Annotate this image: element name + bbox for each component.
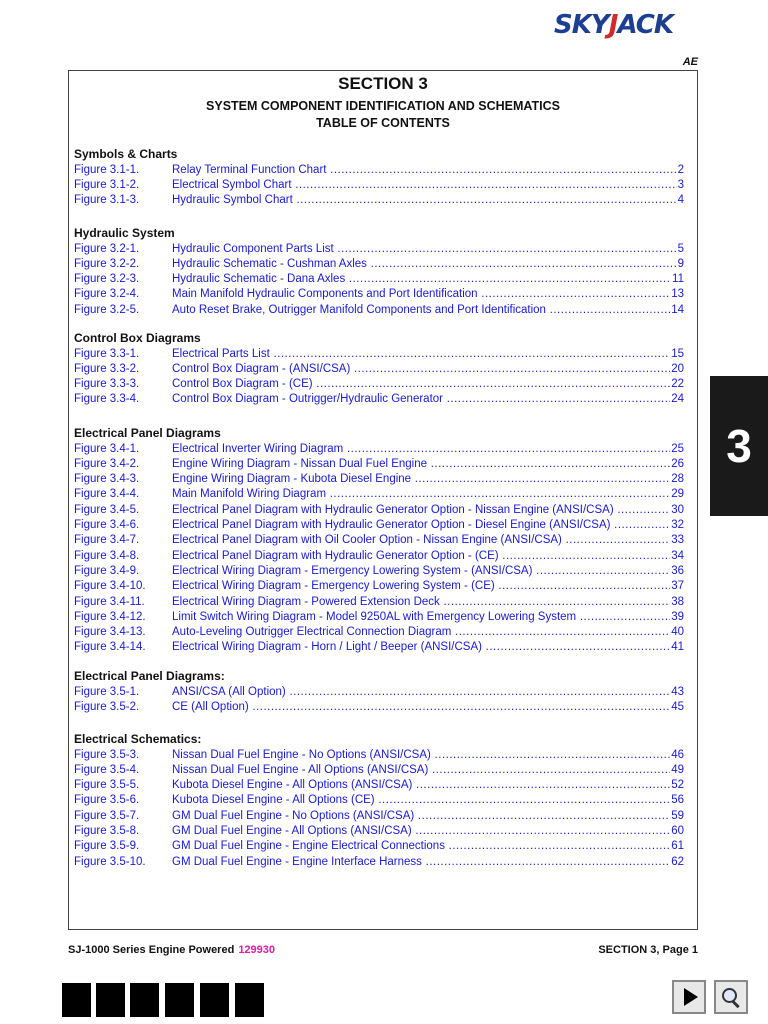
magnifier-icon bbox=[722, 988, 740, 1006]
page-number: 24 bbox=[671, 393, 684, 406]
toc-entry[interactable] bbox=[74, 243, 684, 258]
page-number: 40 bbox=[671, 626, 684, 639]
page-number: 61 bbox=[671, 840, 684, 853]
entry-title: Electrical Wiring Diagram - Horn / Light / Beeper (ANSI/CSA) ..... bbox=[172, 641, 684, 653]
figure-number: Figure 3.4-12. bbox=[74, 610, 146, 623]
page-number: 36 bbox=[671, 564, 684, 577]
entry-title: Kubota Diesel Engine - All Options (CE) ..... bbox=[172, 794, 684, 806]
skyjack-logo: SKYJACK bbox=[554, 10, 673, 40]
entry-title: Electrical Inverter Wiring Diagram ..... bbox=[172, 443, 684, 455]
figure-number: Figure 3.5-7. bbox=[74, 809, 140, 822]
page-number: 4 bbox=[677, 194, 684, 207]
figure-number: Figure 3.5-10. bbox=[74, 855, 146, 868]
page-number: 41 bbox=[671, 641, 684, 654]
entry-title: CE (All Option) ..... bbox=[172, 701, 684, 713]
figure-number: Figure 3.5-6. bbox=[74, 794, 140, 807]
toc-entry[interactable] bbox=[74, 686, 684, 701]
figure-number: Figure 3.4-6. bbox=[74, 519, 140, 531]
entry-title: Engine Wiring Diagram - Kubota Diesel Engine ..... bbox=[172, 473, 684, 485]
entry-title: Auto-Leveling Outrigger Electrical Connection Diagram ..... bbox=[172, 626, 684, 638]
entry-title: Electrical Wiring Diagram - Emergency Lowering System - (ANSI/CSA) ..... bbox=[172, 565, 684, 577]
figure-number: Figure 3.5-5. bbox=[74, 779, 140, 792]
page-number: 34 bbox=[671, 549, 684, 562]
page-number: 39 bbox=[671, 610, 684, 623]
toc-group-heading: Electrical Panel Diagrams bbox=[74, 426, 221, 440]
entry-title: Hydraulic Symbol Chart ..... bbox=[172, 194, 684, 206]
next-button[interactable] bbox=[672, 980, 706, 1014]
toc-entry[interactable] bbox=[74, 458, 684, 473]
toc-entry[interactable] bbox=[74, 701, 684, 716]
figure-number: Figure 3.4-2. bbox=[74, 457, 140, 470]
entry-title: Hydraulic Schematic - Cushman Axles ..... bbox=[172, 258, 684, 270]
toc-entry[interactable] bbox=[74, 258, 684, 273]
entry-title: Nissan Dual Fuel Engine - No Options (ANSI/CSA) ..... bbox=[172, 749, 684, 761]
entry-title: Electrical Parts List ..... bbox=[172, 348, 684, 360]
toc-entry[interactable] bbox=[74, 810, 684, 825]
entry-title: Limit Switch Wiring Diagram - Model 9250AL with Emergency Lowering System ..... bbox=[172, 611, 684, 623]
toc-entry[interactable] bbox=[74, 550, 684, 565]
entry-title: GM Dual Fuel Engine - Engine Electrical Connections ..... bbox=[172, 840, 684, 852]
figure-number: Figure 3.5-4. bbox=[74, 763, 140, 776]
toc-entry[interactable] bbox=[74, 473, 684, 488]
page-number: 32 bbox=[671, 519, 684, 531]
page-number: 62 bbox=[671, 855, 684, 868]
page-number: 13 bbox=[671, 288, 684, 301]
figure-number: Figure 3.4-9. bbox=[74, 564, 140, 577]
toc-entry[interactable] bbox=[74, 794, 684, 809]
entry-title: Control Box Diagram - Outrigger/Hydraulic Generator ..... bbox=[172, 393, 684, 405]
nav-block[interactable] bbox=[130, 983, 159, 1017]
footer-series: SJ-1000 Series Engine Powered 129930 bbox=[68, 944, 276, 956]
page-number: 46 bbox=[671, 748, 684, 761]
figure-number: Figure 3.4-7. bbox=[74, 534, 140, 547]
search-button[interactable] bbox=[714, 980, 748, 1014]
page-number: 5 bbox=[677, 242, 684, 255]
toc-entry[interactable] bbox=[74, 443, 684, 458]
toc-entry[interactable] bbox=[74, 363, 684, 378]
entry-title: Electrical Symbol Chart ..... bbox=[172, 179, 684, 191]
figure-number: Figure 3.3-4. bbox=[74, 393, 140, 406]
figure-number: Figure 3.4-13. bbox=[74, 626, 146, 639]
toc-entry[interactable] bbox=[74, 779, 684, 794]
toc-entry[interactable] bbox=[74, 611, 684, 626]
toc-entry[interactable] bbox=[74, 304, 684, 319]
section-tab: 3 bbox=[710, 376, 768, 516]
nav-block[interactable] bbox=[62, 983, 91, 1017]
figure-number: Figure 3.4-8. bbox=[74, 549, 140, 562]
page-number: 25 bbox=[671, 442, 684, 455]
toc-entry[interactable] bbox=[74, 580, 684, 595]
entry-title: Electrical Panel Diagram with Oil Cooler Option - Nissan Engine (ANSI/CSA) ..... bbox=[172, 534, 684, 546]
entry-title: Engine Wiring Diagram - Nissan Dual Fuel Engine ..... bbox=[172, 458, 684, 470]
toc-entry[interactable] bbox=[74, 288, 684, 303]
nav-block[interactable] bbox=[200, 983, 229, 1017]
toc-group-heading: Hydraulic System bbox=[74, 226, 175, 240]
figure-number: Figure 3.5-2. bbox=[74, 700, 140, 713]
figure-number: Figure 3.2-4. bbox=[74, 288, 140, 301]
entry-title: Electrical Panel Diagram with Hydraulic Generator Option - Nissan Engine (ANSI/CSA) ..... bbox=[172, 504, 684, 516]
entry-title: Hydraulic Schematic - Dana Axles ..... bbox=[172, 273, 684, 285]
entry-title: Kubota Diesel Engine - All Options (ANSI/CSA) ..... bbox=[172, 779, 684, 791]
page-number: 22 bbox=[671, 378, 684, 391]
toc-entry[interactable] bbox=[74, 596, 684, 611]
subtitle-toc: TABLE OF CONTENTS bbox=[316, 116, 450, 130]
corner-code: AE bbox=[682, 56, 698, 68]
entry-title: GM Dual Fuel Engine - No Options (ANSI/CSA) ..... bbox=[172, 810, 684, 822]
page-number: 20 bbox=[671, 362, 684, 375]
figure-number: Figure 3.4-14. bbox=[74, 641, 146, 654]
page-number: 52 bbox=[671, 779, 684, 792]
figure-number: Figure 3.4-4. bbox=[74, 488, 140, 501]
figure-number: Figure 3.3-1. bbox=[74, 347, 140, 360]
toc-entry[interactable] bbox=[74, 488, 684, 503]
page-number: 56 bbox=[671, 794, 684, 807]
toc-frame bbox=[68, 70, 698, 930]
entry-title: Control Box Diagram - (ANSI/CSA) ..... bbox=[172, 363, 684, 375]
entry-title: Main Manifold Wiring Diagram ..... bbox=[172, 488, 684, 500]
toc-entry[interactable] bbox=[74, 856, 684, 871]
figure-number: Figure 3.4-3. bbox=[74, 473, 140, 486]
entry-title: Relay Terminal Function Chart ..... bbox=[172, 164, 684, 176]
figure-number: Figure 3.5-3. bbox=[74, 748, 140, 761]
toc-entry[interactable] bbox=[74, 641, 684, 656]
figure-number: Figure 3.5-8. bbox=[74, 825, 140, 837]
page-number: 60 bbox=[671, 825, 684, 837]
toc-entry[interactable] bbox=[74, 825, 684, 840]
entry-title: Electrical Wiring Diagram - Powered Extension Deck ..... bbox=[172, 596, 684, 608]
footer-code: 129930 bbox=[238, 944, 276, 956]
page-number: 14 bbox=[671, 303, 684, 316]
figure-number: Figure 3.3-2. bbox=[74, 362, 140, 375]
toc-entry[interactable] bbox=[74, 179, 684, 194]
figure-number: Figure 3.2-2. bbox=[74, 257, 140, 270]
figure-number: Figure 3.4-10. bbox=[74, 580, 146, 593]
page-number: 49 bbox=[671, 763, 684, 776]
subtitle-system: SYSTEM COMPONENT IDENTIFICATION AND SCHEMATICS bbox=[206, 99, 560, 113]
toc-entry[interactable] bbox=[74, 273, 684, 288]
toc-entry[interactable] bbox=[74, 348, 684, 363]
page-number: 3 bbox=[677, 178, 684, 191]
entry-title: Hydraulic Component Parts List ..... bbox=[172, 243, 684, 255]
page-number: 2 bbox=[677, 163, 684, 176]
entry-title: Electrical Panel Diagram with Hydraulic Generator Option - Diesel Engine (ANSI/CSA) ..... bbox=[172, 519, 684, 531]
nav-block[interactable] bbox=[165, 983, 194, 1017]
entry-title: Electrical Panel Diagram with Hydraulic Generator Option - (CE) ..... bbox=[172, 550, 684, 562]
play-icon bbox=[684, 988, 698, 1006]
footer-page: SECTION 3, Page 1 bbox=[598, 944, 698, 956]
page-number: 28 bbox=[671, 473, 684, 486]
toc-entry[interactable] bbox=[74, 565, 684, 580]
toc-entry[interactable] bbox=[74, 519, 684, 534]
page-number: 9 bbox=[677, 257, 684, 270]
figure-number: Figure 3.4-5. bbox=[74, 503, 140, 516]
page-number: 30 bbox=[671, 503, 684, 516]
page-number: 45 bbox=[671, 700, 684, 713]
toc-entry[interactable] bbox=[74, 749, 684, 764]
page-number: 26 bbox=[671, 457, 684, 470]
toc-group-heading: Control Box Diagrams bbox=[74, 331, 201, 345]
toc-group-heading: Symbols & Charts bbox=[74, 147, 178, 161]
entry-title: Electrical Wiring Diagram - Emergency Lowering System - (CE) ..... bbox=[172, 580, 684, 592]
section-title: SECTION 3 bbox=[338, 74, 428, 93]
toc-group-heading: Electrical Panel Diagrams: bbox=[74, 669, 225, 683]
toc-entry[interactable] bbox=[74, 534, 684, 549]
page-number: 59 bbox=[671, 809, 684, 822]
toc-entry[interactable] bbox=[74, 393, 684, 408]
figure-number: Figure 3.3-3. bbox=[74, 378, 140, 391]
nav-block[interactable] bbox=[235, 983, 264, 1017]
figure-number: Figure 3.4-1. bbox=[74, 442, 140, 455]
page-number: 37 bbox=[671, 580, 684, 593]
toc-entry[interactable] bbox=[74, 194, 684, 209]
toc-entry[interactable] bbox=[74, 626, 684, 641]
toc-entry[interactable] bbox=[74, 378, 684, 393]
page-number: 15 bbox=[671, 347, 684, 360]
entry-title: Auto Reset Brake, Outrigger Manifold Components and Port Identification ..... bbox=[172, 304, 684, 316]
figure-number: Figure 3.1-1. bbox=[74, 163, 140, 176]
page-number: 29 bbox=[671, 488, 684, 501]
toc-entry[interactable] bbox=[74, 164, 684, 179]
figure-number: Figure 3.5-9. bbox=[74, 840, 140, 853]
entry-title: Main Manifold Hydraulic Components and Port Identification ..... bbox=[172, 288, 684, 300]
page-number: 33 bbox=[671, 534, 684, 547]
page-number: 11 bbox=[672, 273, 684, 286]
page-number: 43 bbox=[671, 685, 684, 698]
entry-title: GM Dual Fuel Engine - All Options (ANSI/CSA) ..... bbox=[172, 825, 684, 837]
figure-number: Figure 3.2-3. bbox=[74, 273, 140, 286]
entry-title: Control Box Diagram - (CE) ..... bbox=[172, 378, 684, 390]
toc-entry[interactable] bbox=[74, 764, 684, 779]
toc-group-heading: Electrical Schematics: bbox=[74, 732, 202, 746]
figure-number: Figure 3.2-5. bbox=[74, 303, 140, 316]
entry-title: ANSI/CSA (All Option) ..... bbox=[172, 686, 684, 698]
nav-block[interactable] bbox=[96, 983, 125, 1017]
figure-number: Figure 3.1-3. bbox=[74, 194, 140, 207]
page-number: 38 bbox=[671, 595, 684, 608]
figure-number: Figure 3.4-11. bbox=[74, 595, 145, 608]
figure-number: Figure 3.5-1. bbox=[74, 685, 140, 698]
figure-number: Figure 3.2-1. bbox=[74, 242, 140, 255]
entry-title: Nissan Dual Fuel Engine - All Options (ANSI/CSA) ..... bbox=[172, 764, 684, 776]
entry-title: GM Dual Fuel Engine - Engine Interface Harness ..... bbox=[172, 856, 684, 868]
toc-entry[interactable] bbox=[74, 504, 684, 519]
toc-entry[interactable] bbox=[74, 840, 684, 855]
figure-number: Figure 3.1-2. bbox=[74, 178, 140, 191]
